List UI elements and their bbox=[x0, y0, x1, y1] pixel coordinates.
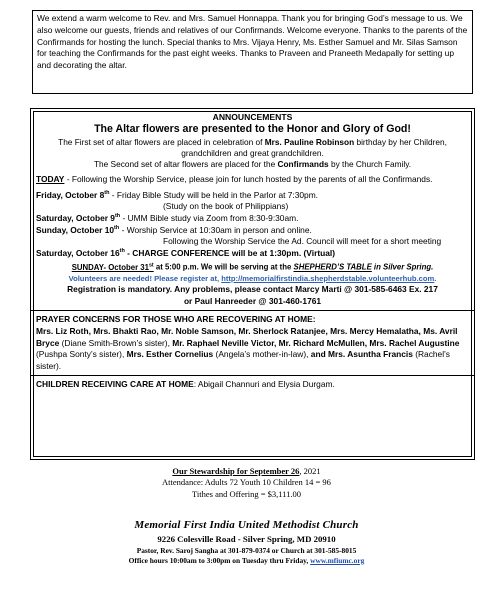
church-name: Memorial First India United Methodist Church bbox=[134, 519, 359, 531]
announcements-heading: ANNOUNCEMENTS bbox=[212, 112, 293, 122]
pastor-contact: Pastor, Rev. Saroj Sangha at 301-879-0374 or Church at 301-585-8015 bbox=[136, 545, 357, 555]
stewardship-title: Our Stewardship for September 26, 2021 bbox=[172, 466, 321, 476]
announcements-box bbox=[30, 108, 475, 460]
altar-flowers-second: The Second set of altar flowers are placed for the Confirmands by the Church Family. bbox=[93, 159, 412, 170]
altar-flowers-first: The First set of altar flowers are placed in celebration of Mrs. Pauline Robinson birthday by her Children, grandchildren and great grandchildren. bbox=[58, 136, 447, 158]
sunday-10-announcement: Sunday, October 10th - Worship Service at 10:30am in person and online. bbox=[36, 224, 312, 235]
prayer-concerns-list: Mrs. Liz Roth, Mrs. Bhakti Rao, Mr. Noble Samson, Mr. Sherlock Ratanjee, Mrs. Mercy Hemalatha, Ms. Avril Bryce (Diane Smith-Brown’s sister), Mr. Raphael Neville Victor, Mr. Richard McMullen, Mrs. Rachel Augustine (Pushpa Sonty’s sister), Mrs. Esther Cornelius (Angela’s mother-in-law), and Mrs. Asuntha Francis (Rachel’s sister). bbox=[36, 325, 460, 371]
office-hours: Office hours 10:00am to 3:00pm on Tuesday thru Friday, www.mfiumc.org bbox=[128, 555, 365, 565]
shepherds-table-announcement: SUNDAY- October 31st at 5:00 p.m. We will be serving at the SHEPHERD’S TABLE in Silver Spring. bbox=[71, 262, 434, 272]
honoree-name: Mrs. Pauline Robinson bbox=[264, 136, 355, 147]
section-divider bbox=[31, 310, 474, 311]
ad-council-note: Following the Worship Service the Ad. Council will meet for a short meeting bbox=[163, 236, 442, 247]
announcements-content bbox=[36, 112, 469, 391]
children-care-line: CHILDREN RECEIVING CARE AT HOME: Abigail Channuri and Elysia Durgam. bbox=[36, 379, 335, 390]
children-care-label: CHILDREN RECEIVING CARE AT HOME bbox=[36, 379, 194, 390]
welcome-text: We extend a warm welcome to Rev. and Mrs. Samuel Honnappa. Thank you for bringing God’s message to us. We also welcome our guests, friends and relatives of our Confirmands. Welcome everyone. Thanks to the parents of the Confirmands for hosting the lunch. Special thanks to Mrs. Vijaya Henry, Ms. Esther Samuel and Mr. Silas Samson for teaching the Confirmands for the past eight weeks. Thanks to Praveen and Praneeth Medapally for setting up and decorating the altar. bbox=[37, 13, 468, 71]
section-divider-2 bbox=[31, 375, 474, 376]
volunteer-hub-link[interactable]: http://memorialfirstindia.shepherdstable.volunteerhub.com bbox=[221, 273, 435, 283]
friday-date: Friday, October 8th bbox=[36, 189, 110, 200]
registration-contact: or Paul Hanreeder @ 301-460-1761 bbox=[183, 295, 322, 306]
attendance-line: Attendance: Adults 72 Youth 10 Children 14 = 96 bbox=[162, 477, 331, 488]
stewardship-section bbox=[0, 466, 493, 500]
today-announcement: TODAY - Following the Worship Service, please join for lunch hosted by the parents of all the Confirmands. bbox=[36, 174, 433, 185]
shepherds-table-name: SHEPHERD’S TABLE bbox=[293, 262, 372, 272]
friday-study-note: (Study on the book of Philippians) bbox=[163, 201, 289, 212]
offering-line: Tithes and Offering = $3,111.00 bbox=[192, 488, 301, 499]
church-address: 9226 Colesville Road - Silver Spring, MD 20910 bbox=[157, 534, 336, 544]
today-label: TODAY bbox=[36, 174, 65, 185]
prayer-concerns-heading: PRAYER CONCERNS FOR THOSE WHO ARE RECOVERING AT HOME: bbox=[36, 314, 316, 325]
church-contact-block bbox=[0, 534, 493, 566]
saturday-16-announcement: Saturday, October 16th - CHARGE CONFERENCE will be at 1:30pm. (Virtual) bbox=[36, 247, 336, 258]
friday-announcement: Friday, October 8th - Friday Bible Study will be held in the Parlor at 7:30pm. bbox=[36, 189, 319, 200]
welcome-message-box bbox=[32, 10, 473, 94]
church-website-link[interactable]: www.mfiumc.org bbox=[310, 555, 365, 565]
registration-mandatory: Registration is mandatory. Any problems, please contact Marcy Marti @ 301-585-6463 Ex. 217 bbox=[67, 284, 438, 295]
confirmands-label: Confirmands bbox=[277, 159, 329, 170]
altar-flowers-heading: The Altar flowers are presented to the Honor and Glory of God! bbox=[94, 123, 411, 136]
volunteers-needed: Volunteers are needed! Please register at, http://memorialfirstindia.shepherdstable.volunteerhub.com. bbox=[68, 273, 437, 283]
saturday-9-announcement: Saturday, October 9th - UMM Bible study via Zoom from 8:30-9:30am. bbox=[36, 213, 299, 223]
